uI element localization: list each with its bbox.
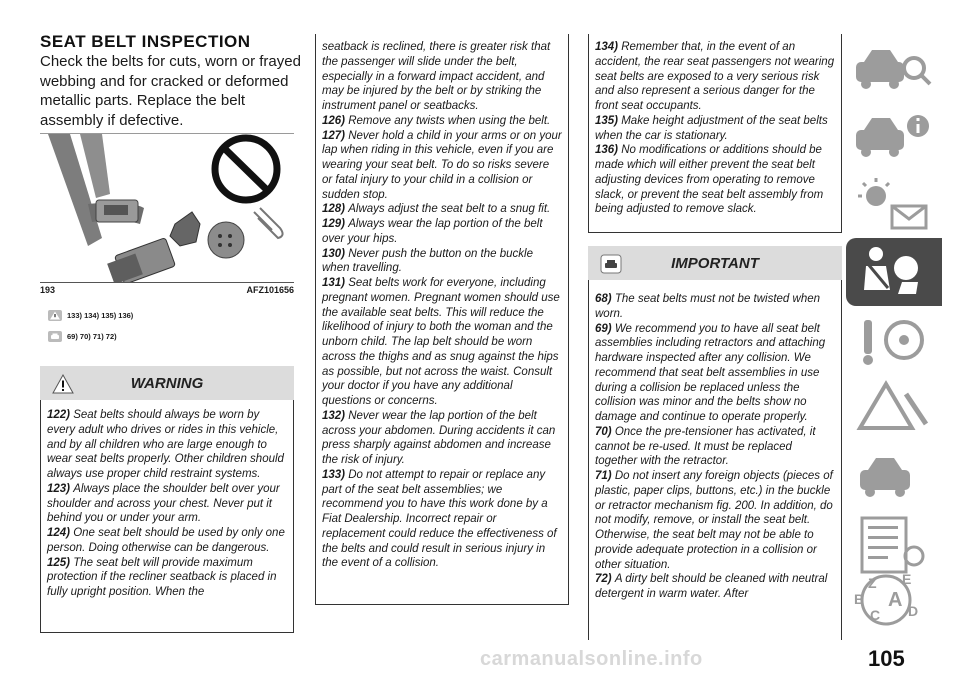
warning-item-num: 124) — [47, 527, 74, 539]
important-banner — [588, 246, 842, 280]
warning-item — [595, 40, 835, 114]
important-item-text: We recommend you to have all seat belt assemblies including retractors and attaching hardware inspected after any collision. We recommend that seat belt assemblies in use during a collision be replaced unless the collision was minor and the belts show no damage and continue to operate properly. — [595, 322, 826, 423]
warning-box — [40, 400, 294, 633]
warning-item-text: No modifications or additions should be made which will either prevent the seat belt adjusting devices from operating to remove slack, or prevent the seat belt assembly from being adjusted to remove slack. — [595, 144, 824, 216]
figure-caption — [40, 282, 294, 297]
warning-list — [41, 400, 293, 600]
index-letter-b: B — [854, 591, 865, 607]
warning-item-num: 136) — [595, 144, 622, 157]
section-title: SEAT BELT INSPECTION — [40, 32, 251, 51]
warning-box-continued-2 — [588, 34, 842, 233]
chapter-tab-safety-active[interactable] — [846, 238, 942, 306]
important-title: IMPORTANT — [671, 254, 759, 272]
warning-item-num: 125) — [47, 556, 74, 569]
warning-item — [322, 114, 562, 129]
warning-item — [322, 202, 562, 217]
chapter-tab-index[interactable] — [846, 568, 942, 636]
warning-item-num: 135) — [595, 114, 622, 127]
car-icon — [600, 254, 622, 274]
warning-item-num: 132) — [322, 409, 349, 422]
warning-list-continued — [316, 34, 568, 571]
index-letter-z: Z — [868, 575, 877, 591]
warning-item — [47, 482, 287, 526]
warning-item — [595, 114, 835, 144]
warning-item-text: One seat belt should be used by only one person. Doing otherwise can be dangerous. — [47, 527, 285, 554]
warning-item-text: Always wear the lap portion of the belt over your hips. — [322, 218, 543, 245]
warning-item — [322, 129, 562, 203]
car-info-icon — [846, 102, 942, 170]
figure-code: AFZ101656 — [246, 285, 294, 295]
important-item-text: A dirty belt should be cleaned with neutral detergent in warm water. After — [595, 573, 828, 600]
important-item-text: The seat belts must not be twisted when worn. — [595, 293, 821, 320]
alphabetical-index-icon — [846, 568, 942, 636]
chapter-tab-lights[interactable] — [846, 170, 942, 238]
chapter-tab-vehicle[interactable] — [846, 34, 942, 102]
index-letter-e: E — [902, 571, 912, 587]
important-item-num: 72) — [595, 573, 615, 586]
warning-item-text: Seat belts should always be worn by every adult who drives or rides in this vehicle, and by all children who are large enough to wear seat belts properly. Other children should always use proper child restraint systems. — [47, 409, 284, 480]
warning-item-text: Never hold a child in your arms or on your lap when riding in this vehicle, even if you are wearing your seat belt. To do so risks severe or fatal injury to your child in a collision or sudden stop. — [322, 129, 562, 201]
warning-item — [322, 217, 562, 247]
warning-item-num: 128) — [322, 203, 349, 216]
light-message-icon — [846, 170, 942, 238]
car-icon — [48, 331, 62, 342]
important-item — [595, 469, 835, 572]
important-item-num: 68) — [595, 293, 615, 305]
warning-item-num: 130) — [322, 247, 349, 260]
seatbelt-airbag-icon — [846, 238, 942, 306]
warning-item — [47, 408, 287, 482]
warning-item-text: Seat belts work for everyone, including pregnant women. Pregnant women should use the available seat belts. This will reduce the likelihood of injury to both the woman and the unborn child. The lap belt should be worn across the thighs and as snug against the hips as possible, but not across the waist. Consult your doctor if you have any additional questions or concerns. — [322, 277, 560, 407]
index-letter-c: C — [870, 607, 881, 623]
warning-item-text: The seat belt will provide maximum protection if the recliner seatback is placed in fully upright position. When the — [47, 556, 277, 598]
important-item-num: 69) — [595, 322, 615, 335]
important-item-num: 70) — [595, 425, 615, 438]
important-refs-text: 69) 70) 71) 72) — [67, 332, 117, 341]
warning-item-text: Remember that, in the event of an accident, the rear seat passengers not wearing seat belts are exposed to a very serious risk and also represent a serious danger for the front seat occupants. — [595, 41, 835, 112]
warning-item — [595, 143, 835, 217]
watermark: carmanualsonline.info — [480, 648, 703, 670]
warning-continuation: seatback is reclined, there is greater risk that the passenger will slide under the belt, especially in a forward impact accident, and may be injured by the belt or by striking the instrument panel or seatbacks. — [322, 41, 551, 112]
seat-belt-illustration — [40, 134, 294, 282]
warning-box-continued — [315, 34, 569, 605]
warning-banner — [40, 366, 294, 400]
warning-item-num: 129) — [322, 218, 349, 230]
important-list — [589, 280, 841, 602]
warning-item-text: Do not attempt to repair or replace any part of the seat belt assemblies; we recommend you to have this work done by a Fiat Dealership. Incorrect repair or replacement could reduce the effectiveness of the belts and could result in serious injury in the event of a collision. — [322, 468, 557, 570]
important-item-num: 71) — [595, 470, 615, 482]
important-item — [595, 425, 835, 469]
warning-item-num: 126) — [322, 114, 349, 127]
key-steering-icon — [846, 306, 942, 374]
warning-item-text: Never wear the lap portion of the belt across your abdomen. During accidents it can press sharply against abdomen and increase the risk of injury. — [322, 409, 556, 466]
warning-title: WARNING — [130, 374, 204, 392]
figure-number: 193 — [40, 285, 56, 295]
figure-193 — [40, 133, 294, 282]
warning-item-num: 133) — [322, 468, 349, 481]
important-item — [595, 572, 835, 602]
warning-item — [322, 247, 562, 277]
important-item — [595, 322, 835, 425]
warning-item-num: 134) — [595, 41, 622, 53]
important-refs — [48, 331, 117, 342]
warning-item-text: Never push the button on the buckle when travelling. — [322, 247, 533, 275]
chapter-tab-starting[interactable] — [846, 306, 942, 374]
warning-refs-text: 133) 134) 135) 136) — [67, 311, 134, 320]
intro-paragraph: Check the belts for cuts, worn or frayed webbing and for cracked or deformed metallic parts. Replace the belt assembly if defective. — [40, 53, 301, 129]
warning-icon — [52, 374, 74, 394]
warning-item-num: 123) — [47, 482, 74, 495]
car-magnifier-icon — [846, 34, 942, 102]
important-item-text: Do not insert any foreign objects (pieces of plastic, paper clips, buttons, etc.) in the buckle or retractor mechanism fig. 200. In addition, do not modify, remove, or install the seat belt. Otherwise, the seat belt may not be able to provide adequate protection in a collision or other situation. — [595, 470, 833, 571]
warning-item-num: 127) — [322, 129, 349, 142]
warning-refs — [48, 310, 133, 321]
warning-item — [47, 556, 287, 600]
warning-item-num: 122) — [47, 409, 74, 421]
warning-item — [322, 468, 562, 571]
warning-tools-icon — [846, 374, 942, 442]
page-number: 105 — [868, 646, 905, 671]
warning-item — [322, 276, 562, 409]
warning-item-num: 131) — [322, 277, 349, 289]
chapter-tab-maintenance[interactable] — [846, 442, 942, 510]
warning-item — [47, 526, 287, 556]
warning-item-text: Always adjust the seat belt to a snug fit. — [348, 203, 551, 216]
warning-list-continued-2 — [589, 34, 841, 217]
warning-item-text: Make height adjustment of the seat belts when the car is stationary. — [595, 114, 828, 142]
warning-item-text: Remove any twists when using the belt. — [348, 114, 551, 127]
chapter-tab-info[interactable] — [846, 102, 942, 170]
chapter-tab-emergency[interactable] — [846, 374, 942, 442]
index-letter-a: A — [888, 589, 903, 611]
car-service-icon — [846, 442, 942, 510]
index-letter-d: D — [908, 603, 919, 619]
warning-triangle-icon — [48, 310, 62, 321]
important-item — [595, 292, 835, 322]
warning-item-text: Always place the shoulder belt over your shoulder and across your chest. Never put it behind you or under your arm. — [47, 482, 280, 525]
important-box — [588, 280, 842, 640]
warning-item — [322, 409, 562, 468]
important-item-text: Once the pre-tensioner has activated, it cannot be re-used. It must be replaced together with the retractor. — [595, 425, 816, 468]
